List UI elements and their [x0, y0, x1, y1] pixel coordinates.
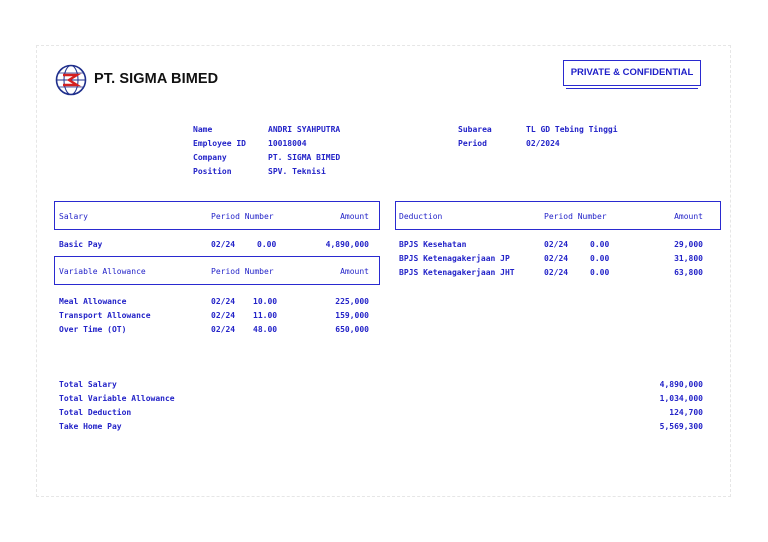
employee-id-label: Employee ID — [193, 139, 246, 148]
salary-row-label: Basic Pay — [59, 240, 103, 249]
deduction-row-number: 0.00 — [590, 240, 610, 249]
position-value: SPV. Teknisi — [268, 167, 326, 176]
name-label: Name — [193, 125, 213, 134]
period-label: Period — [458, 139, 487, 148]
take-home-pay-value: 5,569,300 — [659, 422, 703, 431]
company-label: Company — [193, 153, 227, 162]
employee-id-value: 10018004 — [268, 139, 307, 148]
allowance-row-amount: 225,000 — [335, 297, 369, 306]
deduction-header-label: Deduction — [399, 212, 443, 221]
company-title: PT. SIGMA BIMED — [94, 71, 219, 87]
deduction-row-period: 02/24 — [544, 268, 569, 277]
allowance-row-amount: 159,000 — [335, 311, 369, 320]
deduction-row-number: 0.00 — [590, 254, 610, 263]
allowance-row-period: 02/24 — [211, 311, 236, 320]
total-deduction-value: 124,700 — [669, 408, 703, 417]
name-value: ANDRI SYAHPUTRA — [268, 125, 341, 134]
deduction-header-amount: Amount — [674, 212, 703, 221]
confidential-label: PRIVATE & CONFIDENTIAL — [563, 60, 701, 86]
salary-header-amount: Amount — [340, 212, 369, 221]
deduction-row-amount: 29,000 — [674, 240, 703, 249]
position-label: Position — [193, 167, 232, 176]
deduction-row-amount: 63,800 — [674, 268, 703, 277]
subarea-label: Subarea — [458, 125, 492, 134]
allowance-row-label: Over Time (OT) — [59, 325, 127, 334]
total-allowance-label: Total Variable Allowance — [59, 394, 175, 403]
salary-row-number: 0.00 — [257, 240, 277, 249]
company-value: PT. SIGMA BIMED — [268, 153, 341, 162]
deduction-row-amount: 31,800 — [674, 254, 703, 263]
deduction-row-number: 0.00 — [590, 268, 610, 277]
total-salary-value: 4,890,000 — [659, 380, 703, 389]
allowance-header-amount: Amount — [340, 267, 369, 276]
allowance-row-number: 10.00 — [253, 297, 278, 306]
company-logo-icon — [55, 64, 87, 96]
salary-row-amount: 4,890,000 — [325, 240, 369, 249]
subarea-value: TL GD Tebing Tinggi — [526, 125, 618, 134]
total-deduction-label: Total Deduction — [59, 408, 132, 417]
allowance-row-number: 48.00 — [253, 325, 278, 334]
deduction-header-period: Period Number — [544, 212, 607, 221]
allowance-row-label: Meal Allowance — [59, 297, 127, 306]
deduction-row-period: 02/24 — [544, 254, 569, 263]
allowance-row-period: 02/24 — [211, 297, 236, 306]
allowance-row-period: 02/24 — [211, 325, 236, 334]
period-value: 02/2024 — [526, 139, 560, 148]
deduction-row-label: BPJS Kesehatan — [399, 240, 467, 249]
deduction-row-label: BPJS Ketenagakerjaan JP — [399, 254, 510, 263]
deduction-row-period: 02/24 — [544, 240, 569, 249]
total-allowance-value: 1,034,000 — [659, 394, 703, 403]
allowance-header-label: Variable Allowance — [59, 267, 146, 276]
allowance-header-period: Period Number — [211, 267, 274, 276]
take-home-pay-label: Take Home Pay — [59, 422, 122, 431]
total-salary-label: Total Salary — [59, 380, 117, 389]
deduction-row-label: BPJS Ketenagakerjaan JHT — [399, 268, 515, 277]
salary-header-period: Period Number — [211, 212, 274, 221]
allowance-row-number: 11.00 — [253, 311, 278, 320]
allowance-row-amount: 650,000 — [335, 325, 369, 334]
salary-row-period: 02/24 — [211, 240, 236, 249]
allowance-row-label: Transport Allowance — [59, 311, 151, 320]
salary-header-label: Salary — [59, 212, 88, 221]
